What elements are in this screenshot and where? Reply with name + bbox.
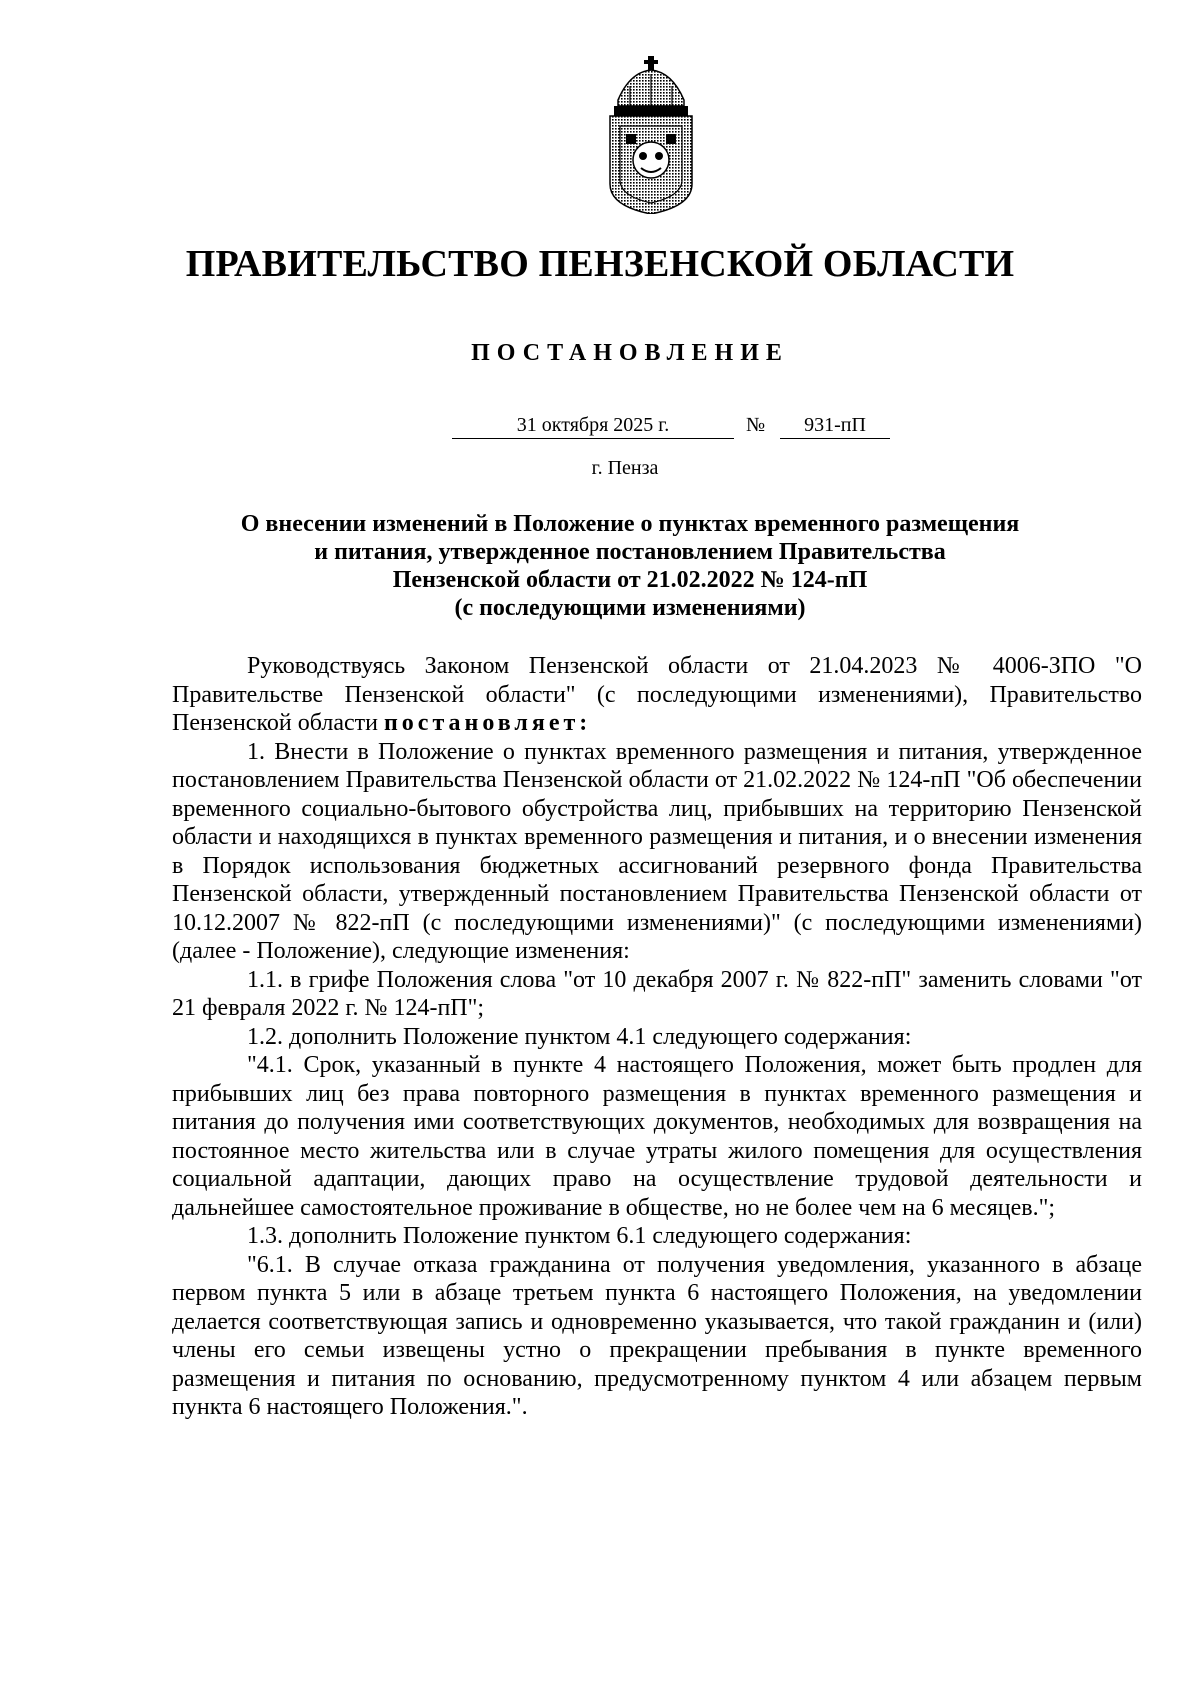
coat-of-arms-icon — [600, 56, 702, 214]
document-body — [172, 652, 1142, 1422]
document-subject — [160, 510, 1100, 622]
number-sign: № — [746, 414, 766, 436]
paragraph-1-2: 1.2. дополнить Положение пунктом 4.1 следующего содержания: — [247, 1023, 912, 1050]
paragraph-6-1: "6.1. В случае отказа гражданина от получения уведомления, указанного в абзаце первом пункта 5 или в абзаце третьем пункта 6 настоящего Положения, на уведомлении делается соответствующая запись и одновременно указывается, что такой гражданин и (или) члены его семьи извещены устно о прекращении пребывания в пункте временного размещения и питания по основанию, предусмотренному пунктом 4 или абзацем первым пункта 6 настоящего Положения.". — [172, 1251, 1142, 1420]
issue-city: г. Пенза — [591, 457, 659, 479]
organization-title: ПРАВИТЕЛЬСТВО ПЕНЗЕНСКОЙ ОБЛАСТИ — [185, 243, 1015, 285]
preamble-text: Руководствуясь Законом Пензенской области от 21.04.2023 № 4006-ЗПО "О Правительстве Пензенской области" (с последующими изменениями), Правительство Пензенской области — [172, 653, 1142, 736]
paragraph-1-3: 1.3. дополнить Положение пунктом 6.1 следующего содержания: — [247, 1223, 912, 1249]
subject-line: Пензенской области от 21.02.2022 № 124-пП — [392, 567, 868, 593]
preamble-paragraph — [172, 652, 1142, 738]
subject-line: О внесении изменений в Положение о пунктах временного размещения — [240, 511, 1020, 537]
subject-line: и питания, утвержденное постановлением Правительства — [314, 539, 946, 565]
decree-word: постановляет: — [383, 710, 592, 736]
paragraph-1: 1. Внести в Положение о пунктах временного размещения и питания, утвержденное постановлением Правительства Пензенской области от 21.02.2022 № 124-пП "Об обеспечении временного социально-бытового обустройства лиц, прибывших на территорию Пензенской области и находящихся в пунктах временного размещения и питания, и о внесении изменения в Порядок использования бюджетных ассигнований резервного фонда Правительства Пензенской области, утвержденный постановлением Правительства Пензенской области от 10.12.2007 № 822-пП (с последующими изменениями)" (с последующими изменениями) (далее - Положение), следующие изменения: — [172, 738, 1142, 964]
document-number: 931-пП — [780, 412, 890, 439]
document-type: ПОСТАНОВЛЕНИЕ — [471, 340, 789, 366]
paragraph-1-1: 1.1. в грифе Положения слова "от 10 декабря 2007 г. № 822-пП" заменить словами "от 21 февраля 2022 г. № 124-пП"; — [172, 966, 1142, 1021]
document-date: 31 октября 2025 г. — [452, 412, 734, 439]
paragraph-4-1: "4.1. Срок, указанный в пункте 4 настоящего Положения, может быть продлен для прибывших лиц без права повторного размещения в пунктах временного размещения и питания до получения ими соответствующих документов, необходимых для возвращения на постоянное место жительства или в случае утраты жилого помещения для осуществления социальной адаптации, дающих право на осуществление трудовой деятельности и дальнейшее самостоятельное проживание в обществе, но не более чем на 6 месяцев."; — [172, 1052, 1142, 1221]
subject-line: (с последующими изменениями) — [454, 595, 806, 621]
